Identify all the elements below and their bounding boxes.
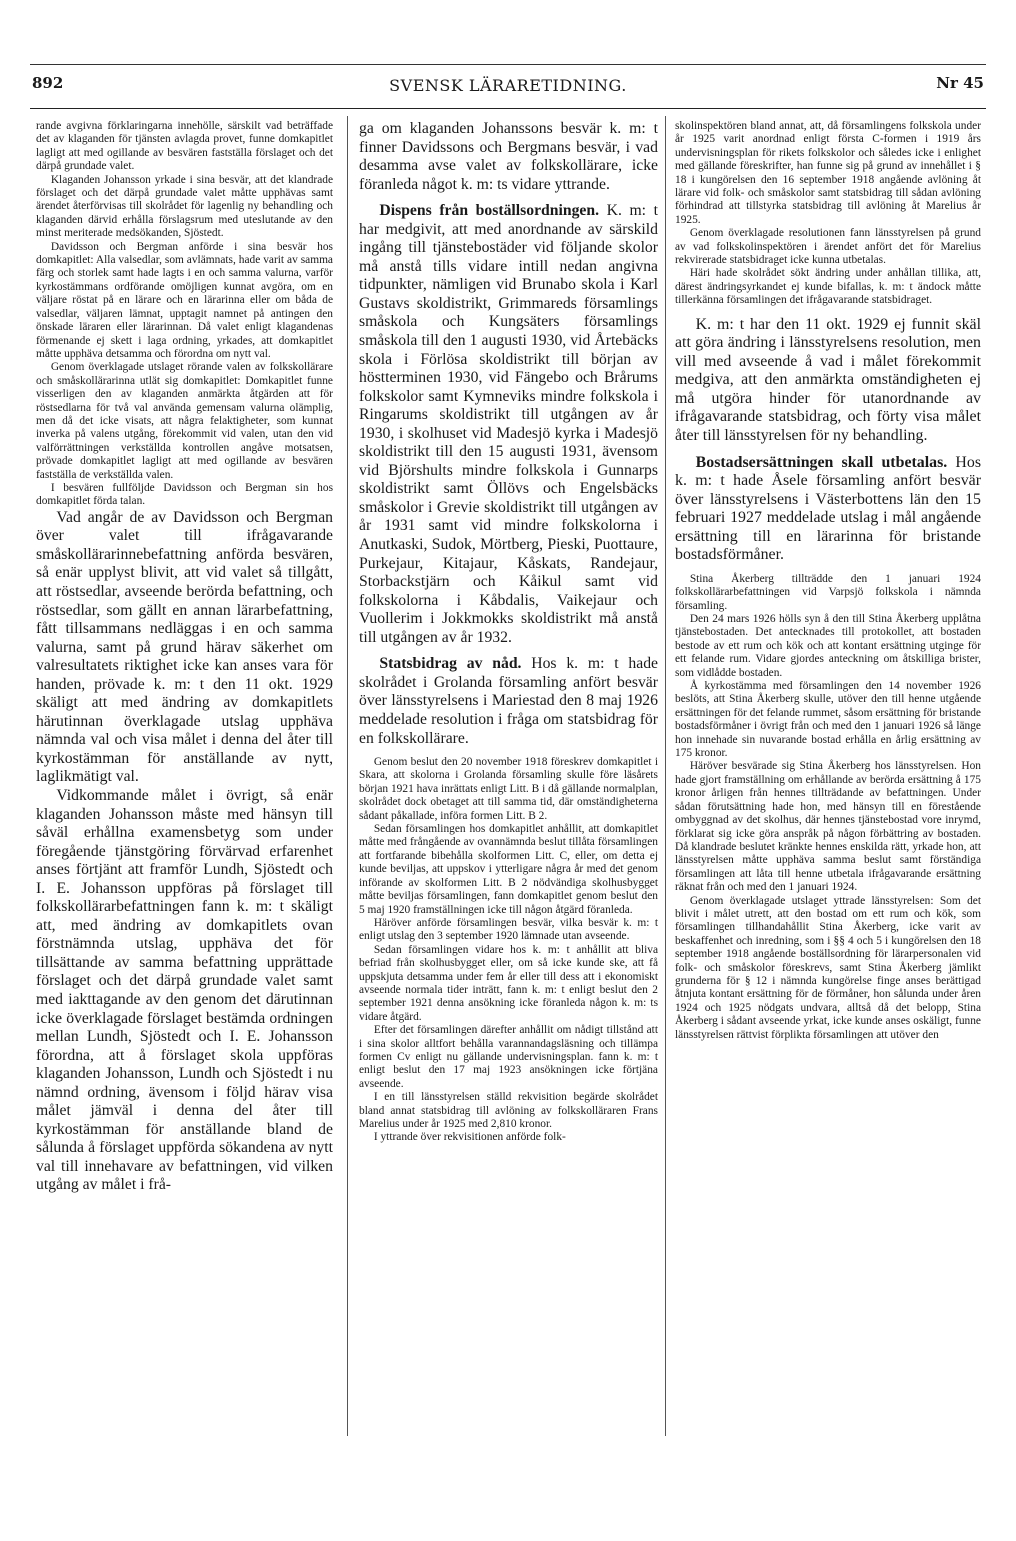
article-paragraph — [675, 895, 981, 1042]
paragraph-text: Vidkommande målet i övrigt, så enär klaganden Johansson måste med hänsyn till såväl erhållna examensbetyg som under föregående tjänstgöring förvärvad erfarenhet anses förtjänt att framför Lundh, Sjöstedt och I. E. Johansson uppföras på förslaget till folkskollärarbefattningen fann k. m: t skäligt att, med ändring av domkapitlets ovan förstnämnda utslag, upphäva det för tillsättande av samma befattning upprättade förslaget och det därpå grundade valet samt med iakttagande av den genom det därutinnan icke överklagade förslaget bestämda ordningen mellan Lundh, Sjöstedt och I. E. Johansson förordna, att å förslaget skola uppföras klaganden Johansson, Lundh och Sjöstedt i nu nämnd ordning, ävensom i följd härav visa målet jämväl i denna del åter till kyrkostämman för anställande bland de sålunda å förslaget uppförda sökandena av nytt val till innehavare av befattningen, vid vilken utgång av målet i frå- — [36, 786, 333, 1194]
article-paragraph — [675, 454, 981, 565]
article-paragraph — [36, 482, 333, 509]
paragraph-gap — [675, 565, 981, 573]
top-rule — [30, 64, 986, 65]
paragraph-text: Sedan församlingen hos domkapitlet anhållit, att domkapitlet måtte med frångående av ovannämnda beslut tillåta församlingen att fortfarande bibehålla skolformen Litt. C, eller, om detta ej kunde beviljas, att uppskov i ytterligare några år med det genom införande av skolformen Litt. B 2 nödvändiga skolhusbygget måtte beviljas församlingen, fann domkapitlet genom beslut den 5 maj 1920 framställningen icke till någon åtgärd föranleda. — [359, 823, 658, 916]
header-rule — [30, 108, 986, 109]
paragraph-gap — [359, 748, 658, 756]
paragraph-text: Genom överklagade utslaget yttrade länsstyrelsen: Som det blivit i målet utrett, att den bostad om ett rum och kök, som församlingen tillhandahållit Stina Åkerberg, icke varit av beskaffenhet och inredning, som i §§ 4 och 5 i kungörelsen den 18 september 1918 angående boställsordning för lärarpersonalen vid folk- och småskolor föreskrevs, samt Stina Åkerberg jämlikt grunderna för § 12 i nämnda kungörelse finge anses berättigad åtnjuta kontant ersättning för de förmåner, hon sålunda under åren 1924 och 1925 nödgats undvara, alltså då det belopp, Stina Åkerberg i sådant avseende yrkat, icke kunde anses oskäligt, funne länsstyrelsen rättvist förplikta församlingen att utöver den — [675, 894, 981, 1041]
paragraph-text: Häri hade skolrådet sökt ändring under anhållan tillika, att, därest ändringsyrkandet ej kunde bifallas, k. m: t ändock måtte tillerkänna församlingen det ifrågavarande statsbidraget. — [675, 267, 981, 307]
article-paragraph — [675, 613, 981, 680]
paragraph-text: Hos k. m: t hade skolrådet i Grolanda församling anfört besvär över länsstyrelsens i Mariestad den 8 maj 1926 meddelade resolution i fråga om statsbidrag för en folkskollärare. — [359, 655, 658, 747]
article-heading: Statsbidrag av nåd. — [379, 655, 522, 673]
paragraph-text: Genom överklagade resolutionen fann länsstyrelsen på grund av vad folkskolinspektören i ärendet anfört det för Marelius rekvirerade statsbidraget icke kunna utbetalas. — [675, 227, 981, 267]
paragraph-gap — [675, 446, 981, 454]
article-paragraph — [675, 680, 981, 760]
article-paragraph — [359, 202, 658, 647]
issue-number: Nr 45 — [936, 74, 984, 92]
article-paragraph — [675, 316, 981, 446]
article-heading: Dispens från boställsordningen. — [379, 202, 600, 220]
article-paragraph — [359, 756, 658, 823]
paragraph-text: Efter det församlingen därefter anhållit om nådigt tillstånd att i sina skolor alltfort behålla varannandagsläsning och tillämpa formen Cv enligt nu gällande undervisningsplan. fann k. m: t enligt beslut den 17 maj 1923 ansökningen icke förtjäna avseende. — [359, 1024, 658, 1090]
paragraph-text: Genom beslut den 20 november 1918 föreskrev domkapitlet i Skara, att skolorna i Grolanda församling skulle före läsårets början 1921 hava inrättats enligt Litt. B i då gällande normalplan, skolrådet dock obetaget att till samma tid, där omständigheterna sådant påkallade, införa formen Litt. B 2. — [359, 756, 658, 822]
journal-title: SVENSK LÄRARETIDNING. — [389, 76, 627, 95]
article-paragraph — [36, 241, 333, 362]
article-paragraph — [675, 760, 981, 894]
article-paragraph — [675, 227, 981, 267]
paragraph-text: K. m: t har medgivit, att med anordnande av särskild ingång till tjänstebostäder vid följande skolor må anstå tills vidare intill nedan angivna tidpunkter, nämligen vid Brunabo skola i Karl Gustavs skoldistrikt, Grimmareds församlings småskola och Kungsäters församlings småskola till den 1 augusti 1930, vid Årtebäcks skola i Förlösa skoldistrikt till början av höstterminen 1930, vid Fängebo och Brårums folkskolor samt Kymneviks mindre folkskola i Ringarums skoldistrikt till utgången av år 1930, i skolhuset vid Madesjö kyrka i Madesjö skoldistrikt till den 15 augusti 1931, ävensom vid Björshults mindre folkskola i Gunnarps skoldistrikt samt Öllövs och Engelsbäcks småskolor i Grevie skoldistrikt till utgången av år 1931 samt vid mindre folkskolorna i Anutkaski, Sudok, Mörtberg, Pieski, Puottaure, Purkejaur, Kitajaur, Kåskats, Randejaur, Storbackstjärn och Kåikul samt vid folkskolorna i Kåbdalis, Vaikejaur och Vuollerim i Jokkmokks skoldistrikt må anstå till utgången av år 1932. — [359, 202, 658, 646]
article-paragraph — [36, 120, 333, 174]
paragraph-text: Stina Åkerberg tillträdde den 1 januari 1924 folkskollärarbefattningen vid Varpsjö folkskola i nämnda församling. — [675, 572, 981, 612]
paragraph-gap — [359, 194, 658, 202]
paragraph-text: I en till länsstyrelsen ställd rekvisition begärde skolrådet bland annat statsbidrag till avlöning av folkskolläraren Frans Marelius under år 1925 med 2,810 kronor. — [359, 1091, 658, 1131]
paragraph-text: Sedan församlingen vidare hos k. m: t anhållit att bliva befriad från skolhusbygget eller, om så icke kunde ske, att få uppskjuta detsamma under fem år eller till dess att i ekonomiskt avseende normala tider inträtt, fann k. m: t enligt beslut den 2 september 1921 denna ansökning icke föranleda någon k. m: ts vidare åtgärd. — [359, 943, 658, 1023]
article-paragraph — [359, 944, 658, 1024]
article-paragraph — [359, 917, 658, 944]
paragraph-text: Hos k. m: t hade Åsele församling anfört besvär över länsstyrelsens i Västerbottens län den 15 februari 1927 meddelade utslag i mål angående ersättning till en lärarinna för bristande bostadsförmåner. — [675, 453, 981, 564]
article-paragraph — [675, 120, 981, 227]
article-paragraph — [36, 787, 333, 1195]
paragraph-text: rande avgivna förklaringarna innehölle, särskilt vad beträffade det av klaganden för tjänsten avlagda provet, funne domkapitlet lagligt att med ogillande av besvären fastställa förslaget och det därpå grundade valet. — [36, 120, 333, 173]
paragraph-text: Å kyrkostämma med församlingen den 14 november 1926 beslöts, att Stina Åkerberg skulle, utöver den till henne utgående ersättningen för det felande rummet, såsom ersättning för bristande bostadsförmåner i övrigt från och med den 1 januari 1926 så länge hon innehade sin nuvarande bostad erhålla en årlig ersättning av 175 kronor. — [675, 680, 981, 760]
column-divider-2 — [665, 116, 666, 1436]
paragraph-text: Häröver besvärade sig Stina Åkerberg hos länsstyrelsen. Hon hade gjort framställning om erhållande av berörda ersättning å 175 kronor årligen från hennes tillträdande av befattningen. Under sådan förutsättning hade hon, med hänsyn till en förestående ombyggnad av det skolhus, där hennes tjänstebostad vore inrymd, förklarat sig icke göra anspråk på någon förbättring av bostaden. Då klandrade beslutet kränkte hennes enskilda rätt, yrkade hon, att länsstyrelsen måtte upphäva samma beslut samt förständiga församlingen att låta till henne utbetala ifrågavarande ersättning räknat från och med den 1 januari 1924. — [675, 760, 981, 894]
article-heading: Bostadsersättningen skall utbetalas. — [695, 453, 948, 471]
article-paragraph — [359, 1091, 658, 1131]
column-1 — [36, 120, 333, 1438]
article-paragraph — [675, 573, 981, 613]
article-paragraph — [675, 267, 981, 307]
article-paragraph — [36, 361, 333, 482]
paragraph-text: K. m: t har den 11 okt. 1929 ej funnit skäl att göra ändring i länsstyrelsens resolution, men vill med avseende å vad i målet förekommit medgiva, att den anmärkta omständigheten ej må utgöra hinder för utanordnande av ifrågavarande statsbidrag, och förty visa målet åter till länsstyrelsen för ny behandling. — [675, 315, 981, 444]
paragraph-text: Vad angår de av Davidsson och Bergman över valet till ifrågavarande småskollärarinnebefattning anförda besvären, så enär upplyst blivit, att vid valet så tillgått, att röstsedlar, avseende berörda befattning, och röstsedlar, som gällt en annan lärarbefattning, fått tillsammans nedläggas i en och samma valurna, samt på grund härav säkerhet om valresultatets riktighet icke kan anses vara för handen, prövade k. m: t den 11 okt. 1929 skäligt att med ändring av domkapitlets härutinnan överklagade utslag upphäva nämnda val och visa målet i denna del åter till kyrkostämman för anställande av nytt, laglikmätigt val. — [36, 508, 333, 786]
paragraph-text: Den 24 mars 1926 hölls syn å den till Stina Åkerberg upplåtna tjänstebostaden. Det antecknades till protokollet, att bostaden bestode av ett rum och kök och att kontant ersättning utginge för ett felande rum. Vidare gjordes anteckning om åtskilliga brister, som vidlådde bostaden. — [675, 613, 981, 679]
column-3 — [675, 120, 981, 1438]
article-paragraph — [359, 1024, 658, 1091]
paragraph-text: Klaganden Johansson yrkade i sina besvär, att det klandrade förslaget och det därpå grundade valet måtte upphävas samt ärendet återförvisas till skolrådet för lagenlig ny behandling och klaganden därvid erhålla förslagsrum med uteslutande av den minst meriterade medsökanden, Sjöstedt. — [36, 173, 333, 240]
article-paragraph — [359, 120, 658, 194]
column-divider-1 — [347, 116, 348, 1436]
page-header — [32, 74, 984, 102]
paragraph-gap — [675, 308, 981, 316]
article-paragraph — [359, 823, 658, 917]
article-paragraph — [36, 509, 333, 787]
paragraph-text: ga om klaganden Johanssons besvär k. m: t finner Davidssons och Bergmans besvär, i vad desamma avse valet av folkskollärare, icke föranleda något k. m: ts vidare yttrande. — [359, 120, 658, 193]
paragraph-text: Häröver anförde församlingen besvär, vilka besvär k. m: t enligt utslag den 3 september 1920 lämnade utan avseende. — [359, 916, 658, 943]
paragraph-text: Davidsson och Bergman anförde i sina besvär hos domkapitlet: Alla valsedlar, som avlämnats, hade varit av samma färg och storlek samt hade lagts i en och samma valurna, varför kyrkostämmans ordförande omöjligen kunnat avgöra, om en väljare röstat på en lärare och en lärarinna eller om båda de valsedlar, väljaren lämnat, upptagit namnet på antingen den önskade läraren eller lärarinnan. Då valet enligt klagandenas förmenande ej skett i laga ordning, yrkades, att domkapitlet måtte upphäva detsamma och förordna om nytt val. — [36, 240, 333, 360]
paragraph-text: Genom överklagade utslaget rörande valen av folkskollärare och småskollärarinna utlät sig domkapitlet: Domkapitlet funne visserligen den av klaganden anmärkta åtgärden att för röstsedlarna för två val använda gemensam valurna olämplig, men då det icke visats, att några felaktigheter, som kunnat inverka på valens utgång, förekommit vid valen, utan den vid valförrättningen verkställda kontrollen angåve motsatsen, prövade domkapitlet lagligt att med ogillande av besvären fastställa de verkställda valen. — [36, 361, 333, 481]
article-paragraph — [359, 1131, 658, 1144]
page-number: 892 — [32, 74, 64, 92]
article-paragraph — [36, 174, 333, 241]
paragraph-text: I besvären fullföljde Davidsson och Bergman sin hos domkapitlet förda talan. — [36, 481, 333, 508]
column-2 — [359, 120, 658, 1438]
paragraph-text: skolinspektören bland annat, att, då församlingens folkskola under år 1925 varit anordnad enligt första C-formen i 1919 års undervisningsplan för rikets folkskolor och således icke i enlighet med gällande föreskrifter, han funne sig på grund av innehållet i § 18 i kungörelsen den 16 september 1918 angående avlöning åt lärare vid folk- och småskolor samt statsbidrag till sådan avlöning förhindrad att tillstyrka statsbidrag till avlöning åt Marelius år 1925. — [675, 120, 981, 226]
article-paragraph — [359, 655, 658, 748]
paragraph-gap — [359, 647, 658, 655]
paragraph-text: I yttrande över rekvisitionen anförde folk- — [373, 1131, 566, 1144]
